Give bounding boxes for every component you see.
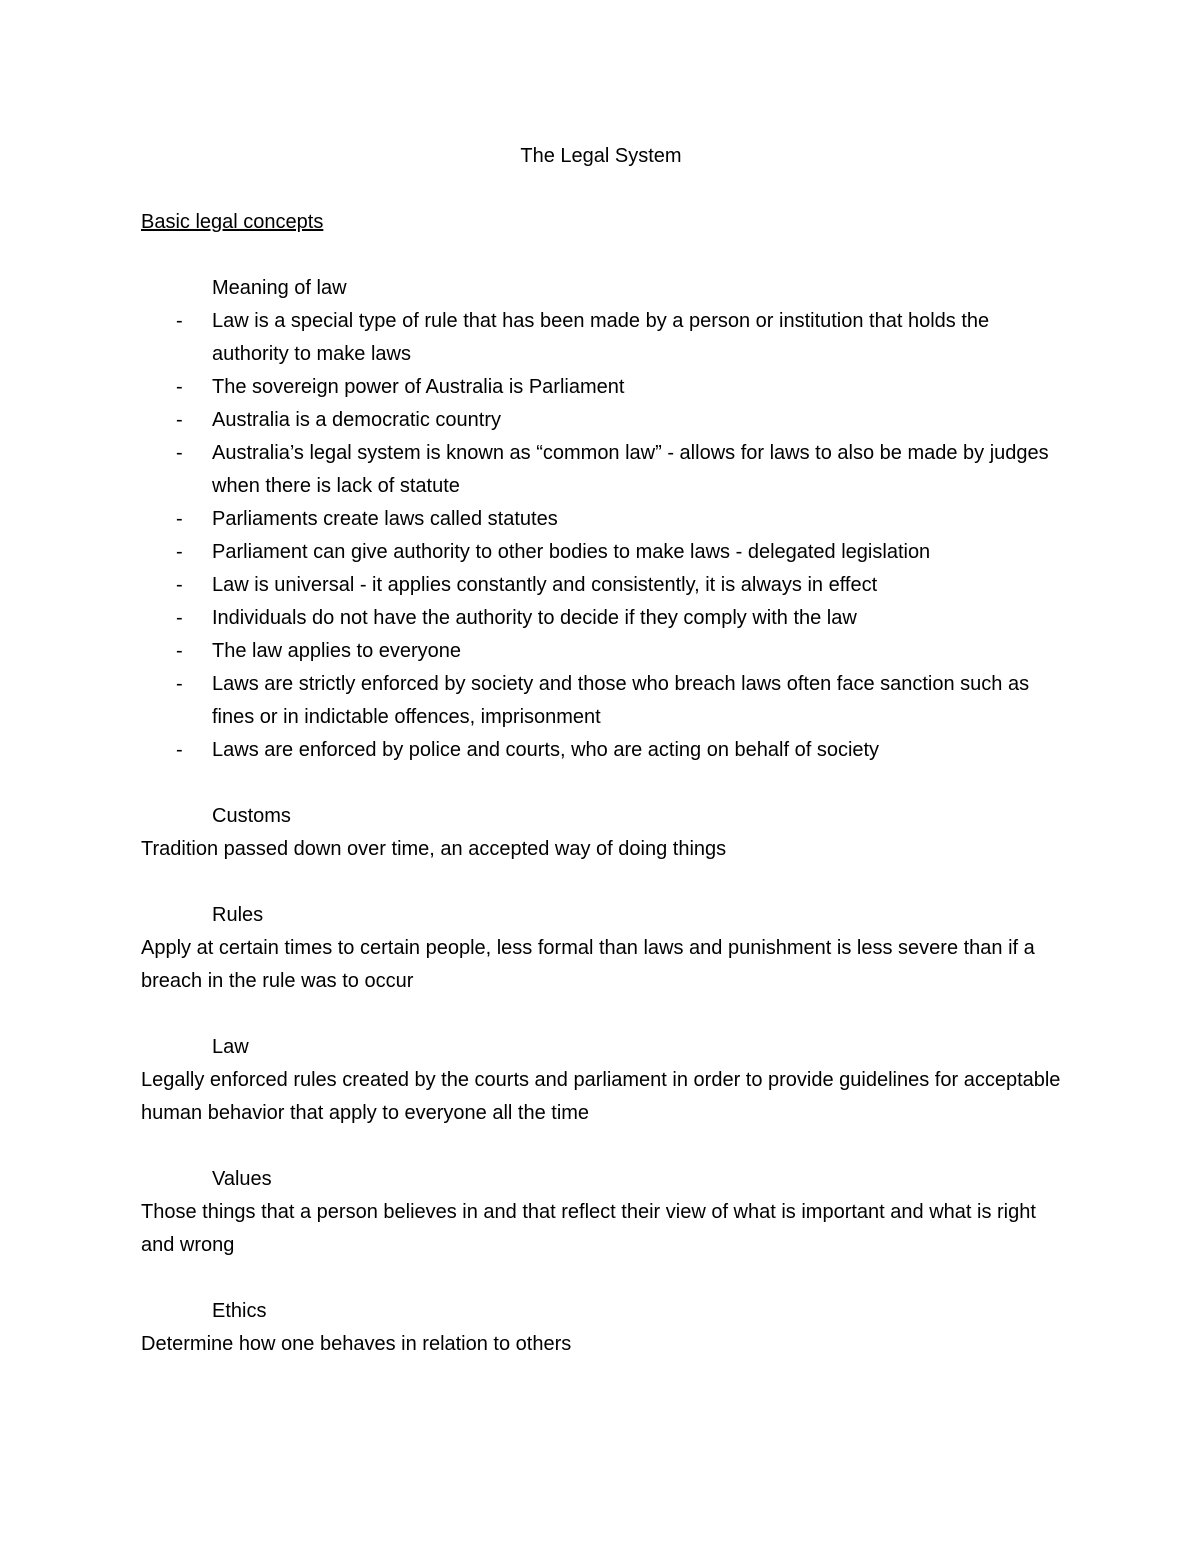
- subheading-meaning-of-law: Meaning of law: [212, 277, 347, 299]
- dash-bullet: -: [176, 673, 183, 695]
- document-title: The Legal System: [520, 145, 682, 167]
- list-item-text: Australia is a democratic country: [212, 409, 502, 431]
- dash-bullet: -: [176, 640, 183, 662]
- list-item: [141, 734, 1061, 767]
- list-item: [141, 536, 1061, 569]
- list-item-text: Laws are strictly enforced by society and those who breach laws often face sanction such as fines or in indictable offences, imprisonment: [212, 673, 1030, 728]
- dash-bullet: -: [176, 541, 183, 563]
- subheading-rules: Rules: [212, 904, 264, 926]
- subheading-ethics: Ethics: [212, 1300, 267, 1322]
- dash-bullet: -: [176, 508, 183, 530]
- spacer: [141, 998, 1061, 1031]
- definition-ethics: Determine how one behaves in relation to others: [141, 1333, 572, 1355]
- list-item-text: Parliaments create laws called statutes: [212, 508, 558, 530]
- dash-bullet: -: [176, 409, 183, 431]
- spacer: [141, 1262, 1061, 1295]
- dash-bullet: -: [176, 310, 183, 332]
- dash-bullet: -: [176, 442, 183, 464]
- list-item-text: Parliament can give authority to other bodies to make laws - delegated legislation: [212, 541, 931, 563]
- definition-law: Legally enforced rules created by the courts and parliament in order to provide guidelines for acceptable human behavior that apply to everyone all the time: [141, 1069, 1061, 1124]
- spacer: [141, 767, 1061, 800]
- list-item-text: Laws are enforced by police and courts, who are acting on behalf of society: [212, 739, 880, 761]
- dash-bullet: -: [176, 574, 183, 596]
- list-item: [141, 668, 1061, 734]
- definition-customs: Tradition passed down over time, an accepted way of doing things: [141, 838, 727, 860]
- list-item-text: The sovereign power of Australia is Parliament: [212, 376, 625, 398]
- section-heading: Basic legal concepts: [141, 211, 324, 233]
- list-item-text: Individuals do not have the authority to decide if they comply with the law: [212, 607, 857, 629]
- list-item: [141, 635, 1061, 668]
- definition-rules: Apply at certain times to certain people, less formal than laws and punishment is less severe than if a breach in the rule was to occur: [141, 937, 1035, 992]
- list-item: [141, 569, 1061, 602]
- subheading-values: Values: [212, 1168, 272, 1190]
- definition-values: Those things that a person believes in and that reflect their view of what is important and what is right and wrong: [141, 1201, 1036, 1256]
- list-item: [141, 437, 1061, 503]
- document-body: [141, 140, 1061, 1361]
- spacer: [141, 239, 1061, 272]
- list-item: [141, 404, 1061, 437]
- meaning-of-law-list: [141, 305, 1061, 767]
- spacer: [141, 1130, 1061, 1163]
- list-item: [141, 305, 1061, 371]
- subheading-customs: Customs: [212, 805, 291, 827]
- subheading-law: Law: [212, 1036, 249, 1058]
- dash-bullet: -: [176, 607, 183, 629]
- list-item-text: Australia’s legal system is known as “common law” - allows for laws to also be made by judges when there is lack of statute: [212, 442, 1049, 497]
- list-item: [141, 602, 1061, 635]
- list-item: [141, 503, 1061, 536]
- list-item: [141, 371, 1061, 404]
- dash-bullet: -: [176, 739, 183, 761]
- dash-bullet: -: [176, 376, 183, 398]
- list-item-text: Law is universal - it applies constantly and consistently, it is always in effect: [212, 574, 878, 596]
- list-item-text: The law applies to everyone: [212, 640, 462, 662]
- list-item-text: Law is a special type of rule that has been made by a person or institution that holds the authority to make laws: [212, 310, 990, 365]
- spacer: [141, 866, 1061, 899]
